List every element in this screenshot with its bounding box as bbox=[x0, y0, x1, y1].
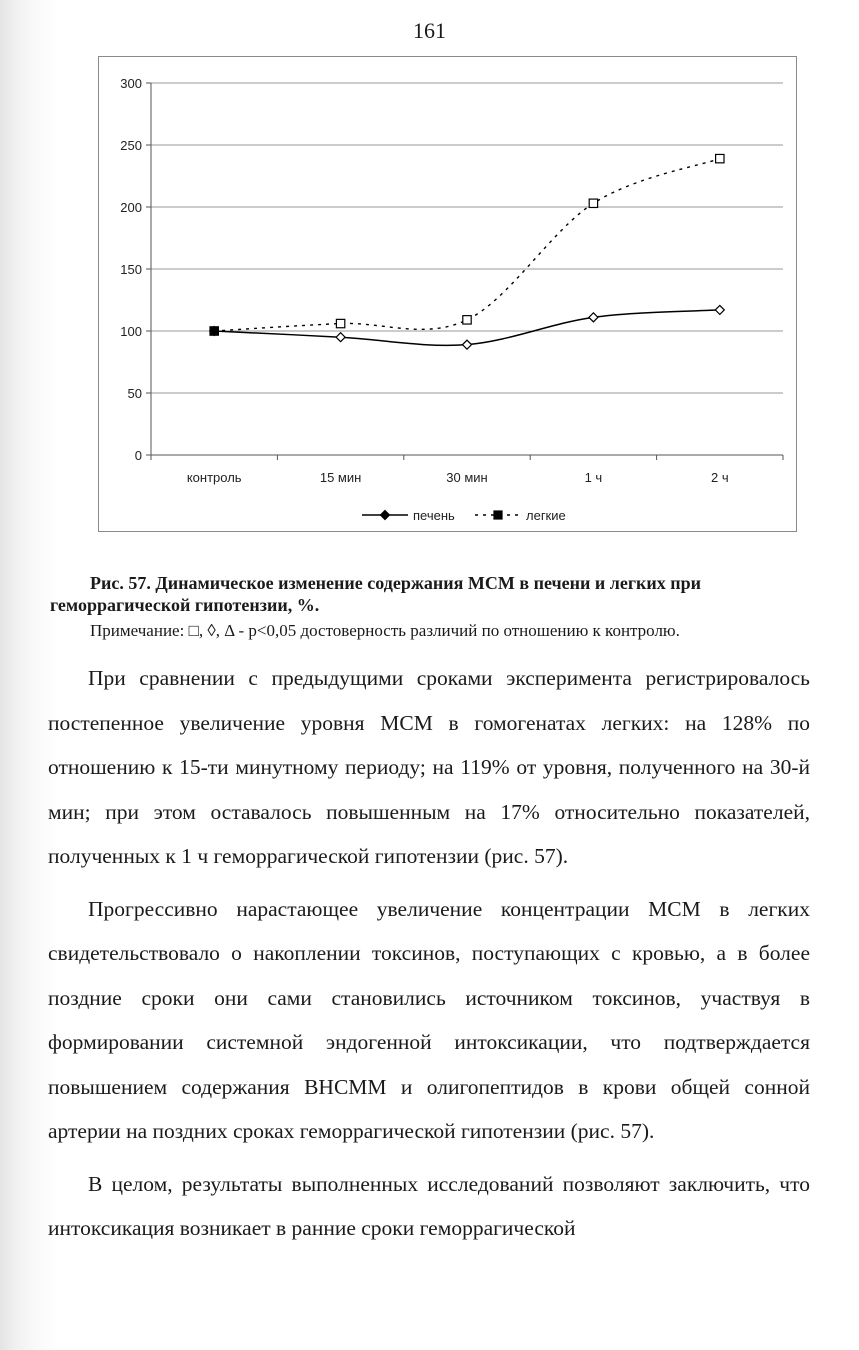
x-tick-label: 1 ч bbox=[584, 470, 603, 485]
data-point bbox=[336, 333, 345, 342]
page-number: 161 bbox=[413, 18, 446, 43]
data-point bbox=[463, 316, 471, 324]
y-tick-label: 300 bbox=[120, 76, 142, 91]
data-point bbox=[716, 154, 724, 162]
paragraph-2: Прогрессивно нарастающее увеличение концентрации МСМ в легких свидетельствовало о накоплении токсинов, поступающих с кровью, а в более поздние сроки они сами становились источником токсинов, участвуя в формировании системной эндогенной интоксикации, что подтверждается повышением содержания ВНСММ и олигопептидов в крови общей сонной артерии на поздних сроках геморрагической гипотензии (рис. 57). bbox=[48, 896, 810, 1143]
legend-label: печень bbox=[413, 508, 455, 523]
chart-svg bbox=[99, 57, 796, 531]
y-tick-label: 200 bbox=[120, 200, 142, 215]
y-tick-label: 250 bbox=[120, 138, 142, 153]
caption-line-1: Рис. 57. Динамическое изменение содержания МСМ в печени и легких при bbox=[90, 573, 702, 593]
caption-line-2: геморрагической гипотензии, %. bbox=[50, 595, 320, 615]
legend-marker bbox=[381, 511, 390, 520]
x-tick-label: контроль bbox=[186, 470, 242, 485]
paragraph-3: В целом, результаты выполненных исследований позволяют заключить, что интоксикация возникает в ранние сроки геморрагической bbox=[48, 1171, 810, 1240]
series-line-1 bbox=[214, 159, 720, 331]
line-chart bbox=[98, 56, 797, 532]
data-point bbox=[210, 327, 218, 335]
data-point bbox=[589, 313, 598, 322]
x-tick-label: 15 мин bbox=[319, 470, 362, 485]
y-tick-label: 50 bbox=[127, 386, 142, 401]
data-point bbox=[589, 199, 597, 207]
x-tick-label: 2 ч bbox=[710, 470, 729, 485]
x-tick-label: 30 мин bbox=[446, 470, 488, 485]
legend-marker bbox=[494, 511, 502, 519]
y-tick-label: 0 bbox=[134, 448, 142, 463]
legend-label: легкие bbox=[526, 508, 566, 523]
paragraph-1: При сравнении с предыдущими сроками эксперимента регистрировалось постепенное увеличение уровня МСМ в гомогенатах легких: на 128% по отношению к 15-ти минутному периоду; на 119% от уровня, полученного на 30-й мин; при этом оставалось повышенным на 17% относительно показателей, полученных к 1 ч геморрагической гипотензии (рис. 57). bbox=[48, 666, 810, 868]
figure-note: Примечание: □, ◊, Δ - р<0,05 достоверность различий по отношению к контролю. bbox=[90, 621, 680, 640]
y-tick-label: 100 bbox=[120, 324, 142, 339]
data-point bbox=[336, 319, 344, 327]
data-point bbox=[463, 340, 472, 349]
y-tick-label: 150 bbox=[120, 262, 142, 277]
figure-caption bbox=[50, 572, 790, 616]
body-text bbox=[48, 656, 810, 1251]
data-point bbox=[715, 305, 724, 314]
